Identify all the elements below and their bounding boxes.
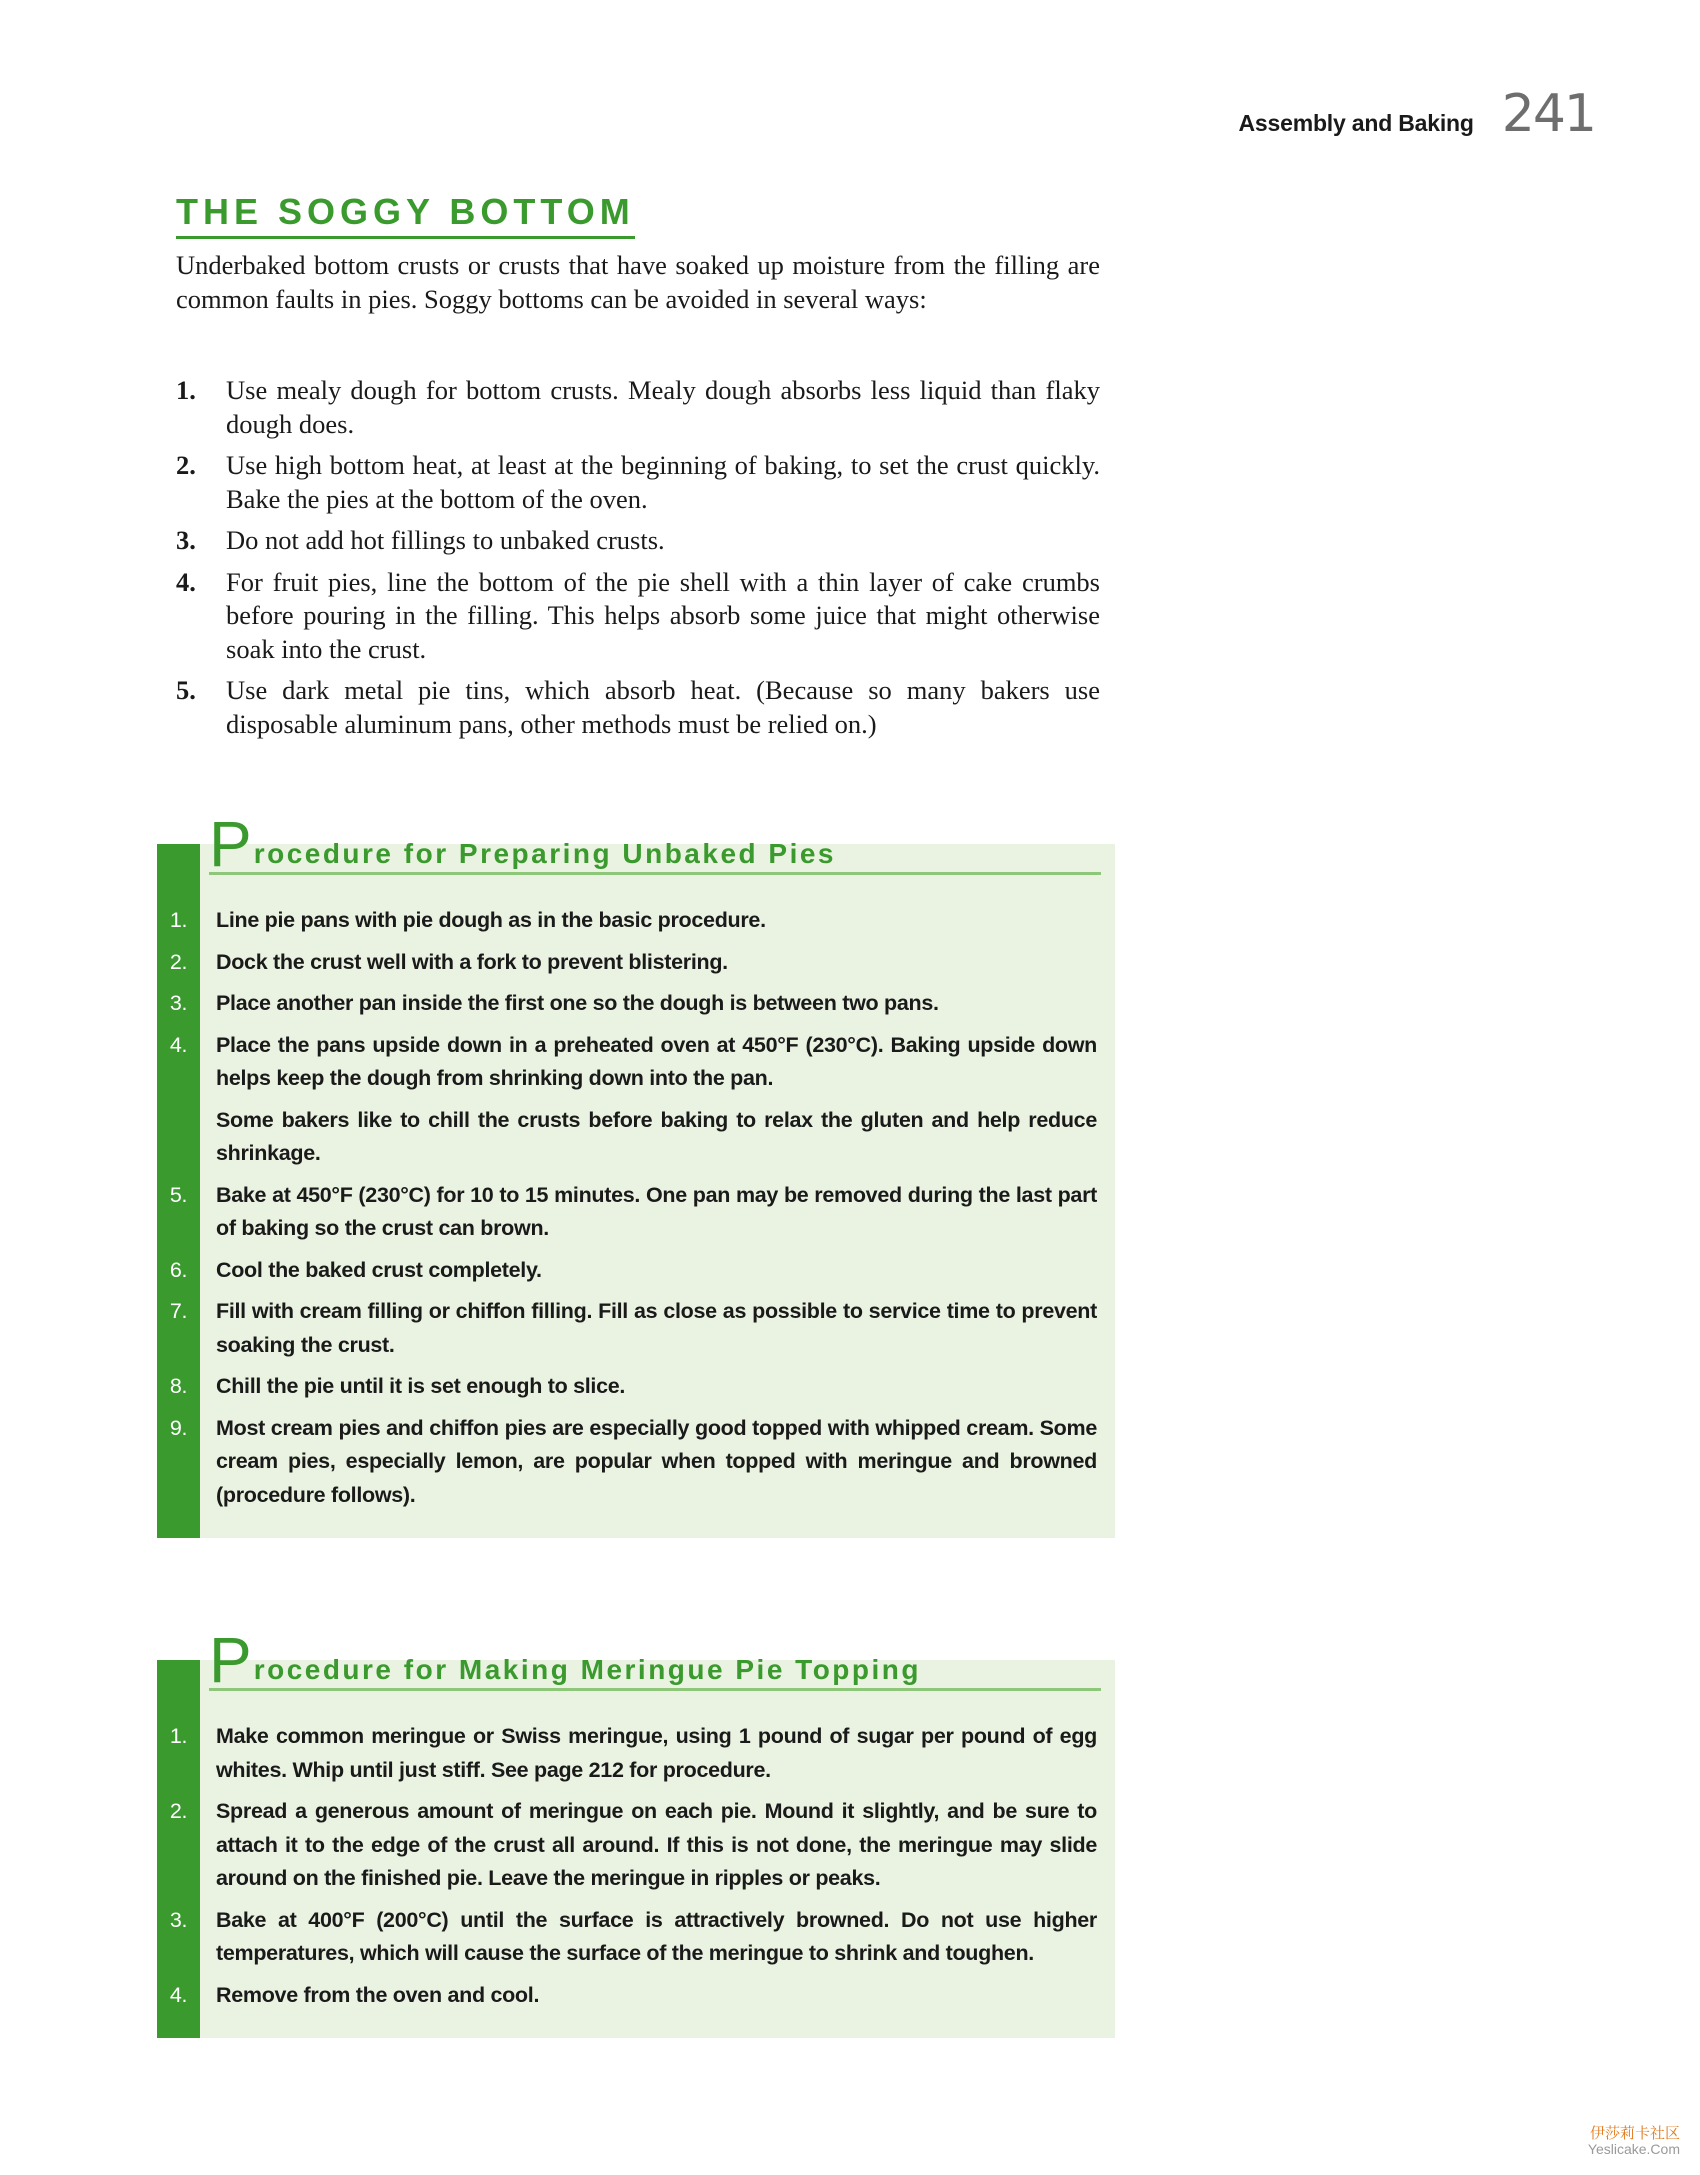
procedure-step [157,1412,1097,1513]
procedure-title-initial: P [209,1624,252,1696]
step-number: 9. [169,1415,188,1440]
step-text: Dock the crust well with a fork to prevent blistering. [216,949,728,974]
running-head-title: Assembly and Baking [1238,110,1474,136]
procedure-steps [157,904,1097,1520]
step-number: 2. [169,1799,188,1823]
step-number: 8. [169,1374,188,1398]
step-text: Make common meringue or Swiss meringue, using 1 pound of sugar per pound of egg whites. Whip until just stiff. See page 212 for procedure. [216,1724,1097,1782]
list-item-text: Use dark metal pie tins, which absorb heat. (Because so many bakers use disposable aluminum pans, other methods must be relied on.) [226,675,1100,739]
procedure-title-text: rocedure for Making Meringue Pie Topping [253,1654,921,1685]
watermark-chinese: 伊莎莉卡社区 [1589,2124,1680,2143]
list-item-text: For fruit pies, line the bottom of the pie shell with a thin layer of cake crumbs before pouring in the filling. This helps absorb some juice that might otherwise soak into the crust. [226,566,1100,664]
step-number: 7. [169,1299,188,1323]
watermark [1588,2125,1680,2157]
procedure-step [157,1295,1097,1362]
step-text: Fill with cream filling or chiffon filling. Fill as close as possible to service time to prevent soaking the crust. [216,1299,1097,1357]
soggy-bottom-list [176,374,1100,749]
step-text: Bake at 450°F (230°C) for 10 to 15 minutes. One pan may be removed during the last part of baking so the crust can brown. [216,1182,1097,1240]
step-text: Place another pan inside the first one so the dough is between two pans. [216,991,939,1015]
step-number: 6. [169,1257,188,1282]
list-item [176,524,1100,558]
step-number: 1. [169,908,188,932]
procedure-step [157,1904,1097,1971]
step-number: 2. [169,949,188,974]
procedure-box-unbaked-pies [157,808,1115,1538]
list-item [176,374,1100,441]
procedure-step [157,946,1097,980]
step-text: Chill the pie until it is set enough to slice. [216,1374,626,1398]
procedure-box-meringue-topping [157,1624,1115,2038]
list-item [176,449,1100,516]
step-number: 5. [169,1182,188,1207]
procedure-step [157,1370,1097,1404]
procedure-step [157,1179,1097,1246]
step-text: Line pie pans with pie dough as in the basic procedure. [216,908,766,932]
step-text: Remove from the oven and cool. [216,1982,540,2007]
procedure-title-text: rocedure for Preparing Unbaked Pies [253,838,836,869]
list-item-number: 5. [176,675,196,705]
procedure-steps [157,1720,1097,2020]
procedure-step [157,1720,1097,1787]
page-number: 241 [1501,84,1595,144]
procedure-step [157,1254,1097,1288]
list-item [176,674,1100,741]
step-number: 1. [169,1724,188,1748]
procedure-step-note [157,1104,1097,1171]
procedure-title-initial: P [209,808,252,880]
list-item [176,566,1100,667]
list-item-number: 1. [176,375,196,405]
step-number: 3. [169,1907,188,1932]
list-item-text: Use mealy dough for bottom crusts. Mealy dough absorbs less liquid than flaky dough does. [226,375,1100,439]
step-number: 4. [169,1032,188,1057]
list-item-text: Do not add hot fillings to unbaked crusts. [226,525,665,555]
section-title: THE SOGGY BOTTOM [176,190,635,239]
step-text: Bake at 400°F (200°C) until the surface is attractively browned. Do not use higher temperatures, which will cause the surface of the meringue to shrink and toughen. [216,1907,1097,1965]
procedure-step [157,1029,1097,1096]
list-item-number: 2. [176,450,196,480]
step-text: Spread a generous amount of meringue on each pie. Mound it slightly, and be sure to attach it to the edge of the crust all around. If this is not done, the meringue may slide around on the finished pie. Leave the meringue in ripples or peaks. [216,1799,1097,1890]
running-head [1238,84,1595,144]
procedure-title [209,808,1101,880]
step-number: 4. [169,1982,188,2007]
procedure-step [157,1979,1097,2013]
section-intro: Underbaked bottom crusts or crusts that have soaked up moisture from the filling are common faults in pies. Soggy bottoms can be avoided in several ways: [176,250,1100,314]
step-text: Place the pans upside down in a preheated oven at 450°F (230°C). Baking upside down helps keep the dough from shrinking down into the pan. [216,1032,1097,1090]
step-text: Cool the baked crust completely. [216,1257,542,1282]
step-number: 3. [169,991,188,1015]
list-item-text: Use high bottom heat, at least at the beginning of baking, to set the crust quickly. Bake the pies at the bottom of the oven. [226,450,1100,514]
procedure-title [209,1624,1101,1696]
list-item-number: 4. [176,566,196,597]
list-item-number: 3. [176,525,196,555]
step-note-text: Some bakers like to chill the crusts before baking to relax the gluten and help reduce shrinkage. [216,1107,1097,1165]
step-text: Most cream pies and chiffon pies are especially good topped with whipped cream. Some cream pies, especially lemon, are popular when topped with meringue and browned (procedure follows). [216,1415,1097,1507]
procedure-step [157,1795,1097,1896]
procedure-step [157,987,1097,1021]
watermark-url: Yeslicake.Com [1587,2140,1680,2157]
procedure-step [157,904,1097,938]
